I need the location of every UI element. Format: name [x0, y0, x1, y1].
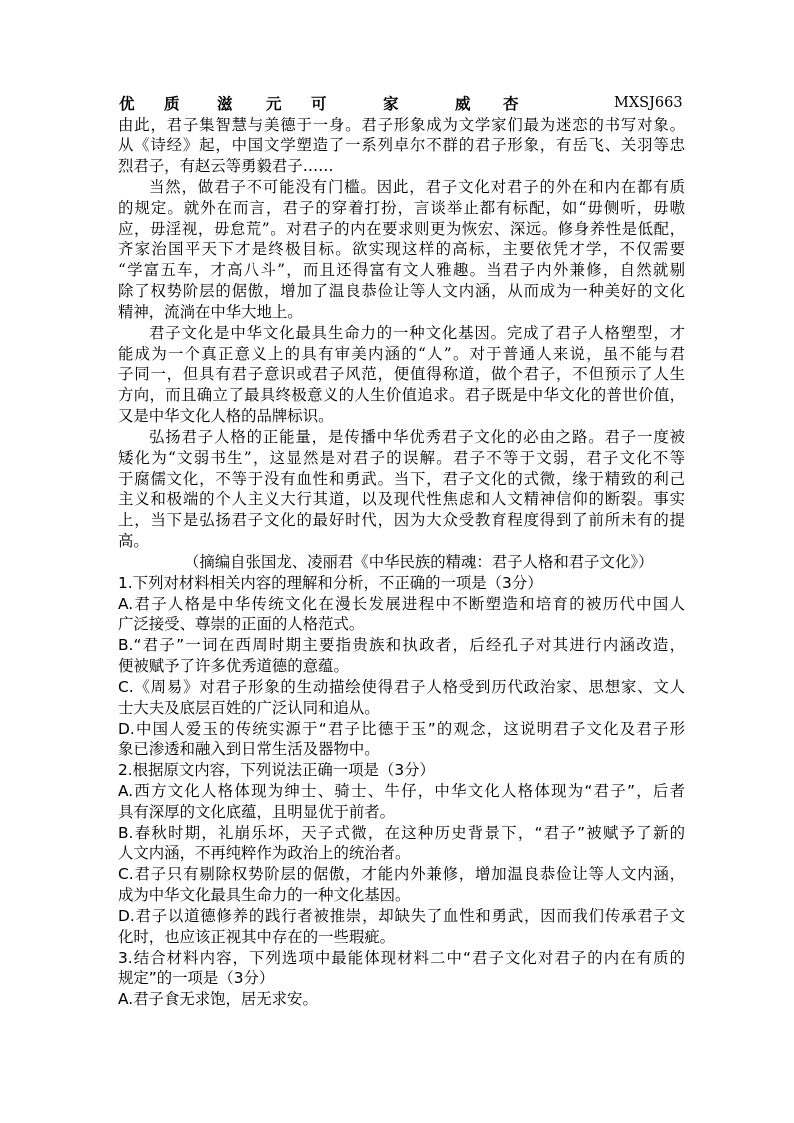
header-char: 优 — [119, 94, 135, 113]
header-char: 杏 — [503, 94, 519, 113]
passage-line: 应，毋淫视，毋怠荒”。对君子的内在要求则更为恢宏、深远。修身养性是低配， — [118, 219, 685, 238]
paragraph — [118, 177, 685, 323]
passage-source: （摘编自张国龙、凌丽君《中华民族的精魂：君子人格和君子文化》） — [184, 552, 654, 571]
question-stem: 3.结合材料内容，下列选项中最能体现材料二中“君子文化对君子的内在有质的 — [118, 948, 685, 967]
header-char: 元 — [266, 94, 282, 113]
question-1 — [118, 573, 685, 760]
option-d-continued: 化时，也应该正视其中存在的一些瑕疵。 — [118, 927, 396, 946]
passage-line: 除了权势阶层的倨傲，增加了温良恭俭让等人文内涵，从而成为一种美好的文化 — [118, 282, 685, 301]
option-a: A.西方文化人格体现为绅士、骑士、牛仔，中华文化人格体现为“君子”，后者 — [118, 782, 685, 800]
passage-line: 君子文化是中华文化最具生命力的一种文化基因。完成了君子人格塑型，才 — [149, 323, 685, 342]
question-stem-continued: 规定”的一项是（3分） — [118, 969, 275, 988]
header-char: 家 — [383, 94, 399, 113]
passage-line: 弘扬君子人格的正能量，是传播中华优秀君子文化的必由之路。君子一度被 — [149, 427, 685, 446]
option-c-continued: 成为中华文化最具生命力的一种文化基因。 — [118, 886, 411, 905]
option-c: C.《周易》对君子形象的生动描绘使得君子人格受到历代政治家、思想家、文人 — [118, 677, 685, 696]
question-stem: 1.下列对材料相关内容的理解和分析，不正确的一项是（3分） — [118, 573, 543, 592]
option-d: D.君子以道德修养的践行者被推崇，却缺失了血性和勇武，因而我们传承君子文 — [118, 906, 685, 925]
header-char: 可 — [311, 94, 327, 113]
question-stem: 2.根据原文内容，下列说法正确一项是（3分） — [118, 761, 435, 780]
passage-line: 由此，君子集智慧与美德于一身。君子形象成为文学家们最为迷恋的书写对象。 — [118, 115, 685, 134]
passage-line: 当然，做君子不可能没有门槛。因此，君子文化对君子的外在和内在都有质 — [149, 177, 685, 196]
passage-line: 方向，而且确立了最具终极意义的人生价值追求。君子既是中华文化的普世价值， — [118, 386, 685, 405]
option-d: D.中国人爱玉的传统实源于“君子比德于玉”的观念，这说明君子文化及君子形 — [118, 719, 685, 738]
passage-line: 精神，流淌在中华大地上。 — [118, 302, 303, 321]
passage-line: 烈君子，有赵云等勇毅君子…… — [118, 157, 334, 176]
option-b-continued: 便被赋予了许多优秀道德的意蕴。 — [118, 657, 349, 676]
passage-line: 又是中华文化人格的品牌标识。 — [118, 407, 334, 426]
question-2 — [118, 760, 685, 947]
option-b: B.“君子”一词在西周时期主要指贵族和执政者，后经孔子对其进行内涵改造， — [118, 636, 685, 655]
passage-line: 于腐儒文化，不等于没有血性和勇武。当下，君子文化的式微，缘于精致的利己 — [118, 469, 685, 488]
option-b: B.春秋时期，礼崩乐坏，天子式微，在这种历史背景下，“君子”被赋予了新的 — [118, 823, 685, 842]
page-header — [0, 93, 794, 114]
passage-line: 从《诗经》起，中国文学塑造了一系列卓尔不群的君子形象，有岳飞、关羽等忠 — [118, 136, 685, 155]
header-char: 滋 — [217, 94, 233, 113]
option-b-continued: 人文内涵，不再纯粹作为政治上的统治者。 — [118, 844, 411, 863]
option-c-continued: 士大夫及底层百姓的广泛认同和追从。 — [118, 698, 380, 717]
passage-line: 上，当下是弘扬君子文化的最好时代，因为大众受教育程度得到了前所未有的提 — [118, 511, 685, 530]
option-a-continued: 具有深厚的文化底蕴，且明显优于前者。 — [118, 802, 396, 821]
paragraph — [118, 323, 685, 427]
option-d-continued: 象已渗透和融入到日常生活及器物中。 — [118, 740, 380, 759]
passage-line: “学富五车，才高八斗”，而且还得富有文人雅趣。当君子内外兼修，自然就剔 — [118, 261, 685, 280]
passage-line: 主义和极端的个人主义大行其道，以及现代性焦虑和人文精神信仰的断裂。事实 — [118, 490, 685, 509]
option-a-continued: 广泛接受、尊崇的正面的人格范式。 — [118, 615, 365, 634]
header-code: MXSJ663 — [614, 95, 683, 111]
passage-line: 齐家治国平天下才是终极目标。欲实现这样的高标，主要依凭才学，不仅需要 — [118, 240, 685, 259]
passage-line: 高。 — [118, 532, 149, 551]
passage-line: 能成为一个真正意义上的具有审美内涵的“人”。对于普通人来说，虽不能与君 — [118, 344, 685, 363]
option-c: C.君子只有剔除权势阶层的倨傲，才能内外兼修，增加温良恭俭让等人文内涵， — [118, 865, 685, 884]
header-char: 威 — [455, 94, 471, 113]
option-a: A.君子人格是中华传统文化在漫长发展进程中不断塑造和培育的被历代中国人 — [118, 594, 685, 613]
passage-line: 的规定。就外在而言，君子的穿着打扮，言谈举止都有标配，如“毋侧听，毋嗷 — [118, 198, 685, 217]
header-char: 质 — [164, 94, 180, 113]
paragraph — [118, 115, 685, 177]
option-a: A.君子食无求饱，居无求安。 — [118, 990, 318, 1009]
reading-passage — [118, 115, 685, 573]
passage-line: 矮化为“文弱书生”，这显然是对君子的误解。君子不等于文弱，君子文化不等 — [118, 448, 685, 467]
question-3 — [118, 948, 685, 1010]
paragraph — [118, 427, 685, 552]
document-body — [118, 115, 685, 1011]
passage-line: 子同一，但具有君子意识或君子风范，便值得称道，做个君子，不但预示了人生 — [118, 365, 685, 384]
